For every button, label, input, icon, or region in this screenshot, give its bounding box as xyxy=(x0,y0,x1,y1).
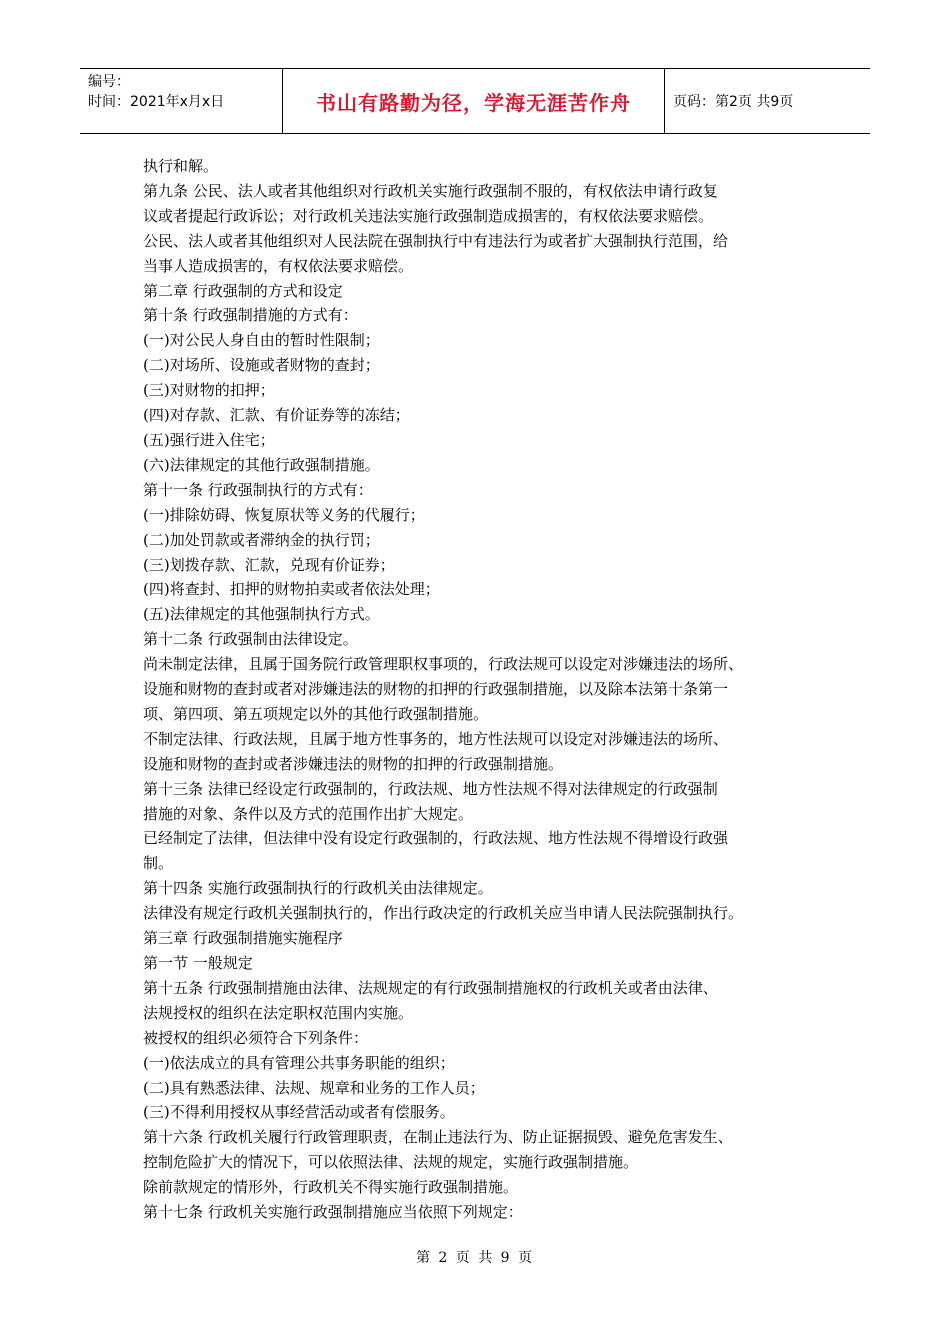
body-text-line: (五)强行进入住宅； xyxy=(143,430,275,449)
body-text-line: (三)不得利用授权从事经营活动或者有偿服务。 xyxy=(143,1103,455,1122)
body-text-line: 第十五条 行政强制措施由法律、法规规定的有行政强制措施权的行政机关或者由法律、 xyxy=(143,978,718,997)
body-text-line: 议或者提起行政诉讼；对行政机关违法实施行政强制造成损害的，有权依法要求赔偿。 xyxy=(143,206,714,225)
body-text-line: (三)对财物的扣押； xyxy=(143,381,275,400)
body-text-line: 第十二条 行政强制由法律设定。 xyxy=(143,630,358,649)
body-text-line: 第十条 行政强制措施的方式有： xyxy=(143,306,358,325)
body-text-line: 第十一条 行政强制执行的方式有： xyxy=(143,480,373,499)
body-text-line: 被授权的组织必须符合下列条件： xyxy=(143,1028,369,1047)
body-text-line: 项、第四项、第五项规定以外的其他行政强制措施。 xyxy=(143,704,489,723)
document-date-label: 时间：2021年x月x日 xyxy=(88,94,225,110)
body-text-line: (二)具有熟悉法律、法规、规章和业务的工作人员； xyxy=(143,1078,485,1097)
body-text-line: 第十三条 法律已经设定行政强制的，行政法规、地方性法规不得对法律规定的行政强制 xyxy=(143,779,718,798)
document-number-label: 编号： xyxy=(88,74,130,90)
body-text-line: (六)法律规定的其他行政强制措施。 xyxy=(143,455,380,474)
body-text-line: 公民、法人或者其他组织对人民法院在强制执行中有违法行为或者扩大强制执行范围，给 xyxy=(143,231,729,250)
body-text-line: (二)对场所、设施或者财物的查封； xyxy=(143,356,380,375)
body-text-line: 制。 xyxy=(143,854,174,873)
body-text-line: 法规授权的组织在法定职权范围内实施。 xyxy=(143,1003,414,1022)
body-text-line: (二)加处罚款或者滞纳金的执行罚； xyxy=(143,530,380,549)
body-text-line: 第十七条 行政机关实施行政强制措施应当依照下列规定： xyxy=(143,1203,523,1222)
page-footer: 第 2 页 共 9 页 xyxy=(415,1250,535,1266)
body-text-line: 设施和财物的查封或者对涉嫌违法的财物的扣押的行政强制措施，以及除本法第十条第一 xyxy=(143,680,729,699)
body-text-line: (四)将查封、扣押的财物拍卖或者依法处理； xyxy=(143,580,440,599)
body-text-line: 第十四条 实施行政强制执行的行政机关由法律规定。 xyxy=(143,879,493,898)
body-text-line: 当事人造成损害的，有权依法要求赔偿。 xyxy=(143,256,414,275)
body-text-line: 已经制定了法律，但法律中没有设定行政强制的，行政法规、地方性法规不得增设行政强 xyxy=(143,829,729,848)
header-meta xyxy=(80,69,283,133)
body-text-line: (四)对存款、汇款、有价证券等的冻结； xyxy=(143,406,410,425)
document-body xyxy=(143,154,823,1225)
body-text-line: (一)排除妨碍、恢复原状等义务的代履行； xyxy=(143,505,425,524)
body-text-line: 尚未制定法律，且属于国务院行政管理职权事项的，行政法规可以设定对涉嫌违法的场所、 xyxy=(143,655,744,674)
body-text-line: 第二章 行政强制的方式和设定 xyxy=(143,281,343,300)
body-text-line: (一)对公民人身自由的暂时性限制； xyxy=(143,331,380,350)
body-text-line: 第九条 公民、法人或者其他组织对行政机关实施行政强制不服的，有权依法申请行政复 xyxy=(143,181,718,200)
body-text-line: 措施的对象、条件以及方式的范围作出扩大规定。 xyxy=(143,804,474,823)
body-text-line: 第十六条 行政机关履行行政管理职责，在制止违法行为、防止证据损毁、避免危害发生、 xyxy=(143,1128,733,1147)
page-header xyxy=(80,68,870,134)
body-text-line: (一)依法成立的具有管理公共事务职能的组织； xyxy=(143,1053,455,1072)
body-text-line: 控制危险扩大的情况下，可以依照法律、法规的规定，实施行政强制措施。 xyxy=(143,1153,639,1172)
body-text-line: 第三章 行政强制措施实施程序 xyxy=(143,929,343,948)
body-text-line: 法律没有规定行政机关强制执行的，作出行政决定的行政机关应当申请人民法院强制执行。 xyxy=(143,904,744,923)
body-text-line: 第一节 一般规定 xyxy=(143,954,253,972)
body-text-line: 不制定法律、行政法规，且属于地方性事务的，地方性法规可以设定对涉嫌违法的场所、 xyxy=(143,729,729,748)
body-text-line: 设施和财物的查封或者涉嫌违法的财物的扣押的行政强制措施。 xyxy=(143,754,564,773)
header-motto: 书山有路勤为径，学海无涯苦作舟 xyxy=(283,69,665,133)
body-text-line: 除前款规定的情形外，行政机关不得实施行政强制措施。 xyxy=(143,1178,519,1197)
body-text-line: (五)法律规定的其他强制执行方式。 xyxy=(143,605,380,624)
body-text-line: (三)划拨存款、汇款，兑现有价证券； xyxy=(143,555,395,574)
header-page-label: 页码：第2页 共9页 xyxy=(673,94,794,110)
body-text-line: 执行和解。 xyxy=(143,157,219,175)
